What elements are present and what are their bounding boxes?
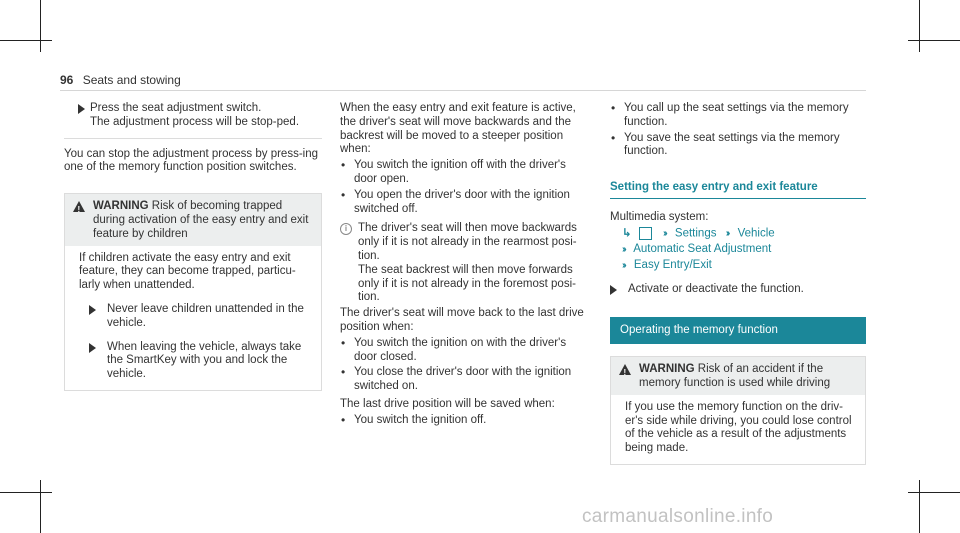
info-note xyxy=(340,222,590,305)
crop-mark xyxy=(919,480,920,533)
info-icon: i xyxy=(340,223,352,235)
warning-step xyxy=(89,341,313,382)
bullet-text: You open the driver's door with the ignition switched off. xyxy=(354,188,570,215)
step-text: Activate or deactivate the function. xyxy=(628,282,804,295)
step-text: Press the seat adjustment switch. xyxy=(90,102,262,114)
menu-path-settings[interactable]: Settings xyxy=(674,227,717,240)
warning-title: Risk of becoming trapped during activation of the easy entry and exit feature by children xyxy=(93,200,309,240)
double-chevron-icon: ›› xyxy=(622,259,625,271)
section-heading xyxy=(610,181,866,199)
step-result: The adjustment process will be stop-ped. xyxy=(90,115,300,128)
bullet-item xyxy=(340,337,590,365)
menu-path xyxy=(610,259,866,273)
home-icon xyxy=(639,227,652,240)
column-3 xyxy=(610,102,866,465)
bullet-text: You switch the ignition off with the driver's door open. xyxy=(354,159,566,185)
page-header xyxy=(60,73,181,87)
bullet-item xyxy=(610,132,866,160)
bullet-icon: • xyxy=(341,365,346,380)
bullet-text: You switch the ignition off. xyxy=(354,413,487,426)
column-1 xyxy=(64,102,322,391)
multimedia-label: Multimedia system: xyxy=(610,210,709,223)
warning-body xyxy=(65,246,321,390)
play-arrow-icon xyxy=(89,305,96,315)
warning-text: If you use the memory function on the driv-er's side while driving, you could lose control of the vehicle as a result of the adjustments being made. xyxy=(625,400,852,455)
menu-path-automatic-seat-adjustment[interactable]: Automatic Seat Adjustment xyxy=(633,243,772,256)
paragraph: When the easy entry and exit feature is active, the driver's seat will move backwards and the backrest will be moved to a steeper position when: xyxy=(340,102,576,156)
bullet-icon: • xyxy=(341,158,346,173)
double-chevron-icon: ›› xyxy=(663,228,666,240)
paragraph: The driver's seat will move back to the last drive position when: xyxy=(340,307,584,333)
section-bar: Operating the memory function xyxy=(610,317,866,345)
warning-title: Risk of an accident if the memory function is used while driving xyxy=(639,363,831,390)
instruction-step xyxy=(64,102,322,130)
play-arrow-icon xyxy=(78,104,85,114)
crop-mark xyxy=(0,492,52,493)
bullet-icon: • xyxy=(611,130,616,145)
warning-triangle-icon xyxy=(619,364,631,375)
bullet-text: You call up the seat settings via the memory function. xyxy=(624,102,849,128)
header-divider xyxy=(60,90,866,91)
bullet-text: You save the seat settings via the memory function. xyxy=(624,131,840,158)
instruction-step xyxy=(610,283,866,297)
bullet-icon: • xyxy=(341,412,346,427)
section-name: Seats and stowing xyxy=(82,73,181,87)
bullet-text: You switch the ignition on with the driver's door closed. xyxy=(354,336,567,363)
bullet-item xyxy=(340,159,590,187)
page-number: 96 xyxy=(60,73,74,87)
bullet-icon: • xyxy=(341,187,346,202)
step-text: When leaving the vehicle, always take the SmartKey with you and lock the vehicle. xyxy=(107,340,302,381)
crop-mark xyxy=(919,0,920,52)
warning-label: WARNING xyxy=(93,200,149,213)
warning-box xyxy=(610,356,866,465)
play-arrow-icon xyxy=(610,285,617,295)
warning-step xyxy=(89,303,313,331)
play-arrow-icon xyxy=(89,343,96,353)
bullet-icon: • xyxy=(611,101,616,115)
column-2 xyxy=(340,102,590,428)
crop-mark xyxy=(908,40,960,41)
menu-path xyxy=(610,243,866,257)
step-text: Never leave children unattended in the vehicle. xyxy=(107,302,304,329)
bullet-item xyxy=(340,414,590,428)
warning-header xyxy=(65,194,321,245)
bullet-text: You close the driver's door with the ignition switched on. xyxy=(354,366,572,393)
crop-mark xyxy=(40,0,41,52)
step-box-divider xyxy=(64,138,322,139)
bullet-item xyxy=(340,189,590,217)
menu-path xyxy=(610,227,866,241)
section-title: Setting the easy entry and exit feature xyxy=(610,181,818,194)
bullet-item xyxy=(610,102,866,130)
paragraph: You can stop the adjustment process by press-ing one of the memory function position switches. xyxy=(64,147,318,174)
warning-header xyxy=(611,357,865,395)
menu-path-easy-entry-exit[interactable]: Easy Entry/Exit xyxy=(633,258,712,271)
warning-triangle-icon xyxy=(73,201,85,212)
crop-mark xyxy=(908,492,960,493)
warning-text: If children activate the easy entry and exit feature, they can become trapped, particu-larly when unattended. xyxy=(79,251,296,292)
warning-box xyxy=(64,193,322,391)
paragraph: The last drive position will be saved when: xyxy=(340,397,555,410)
crop-mark xyxy=(40,480,41,533)
double-chevron-icon: ›› xyxy=(622,244,625,256)
warning-body xyxy=(611,395,865,464)
return-hook-icon: ↳ xyxy=(622,227,632,240)
note-text: The driver's seat will then move backwards only if it is not already in the rearmost posi-tion. xyxy=(358,222,577,262)
warning-label: WARNING xyxy=(639,363,695,376)
note-text: The seat backrest will then move forwards only if it is not already in the foremost posi-tion. xyxy=(358,263,576,304)
double-chevron-icon: ›› xyxy=(725,228,729,240)
section-underline xyxy=(610,198,866,199)
bullet-icon: • xyxy=(341,335,346,350)
bullet-item xyxy=(340,366,590,394)
watermark: carmanualsonline.info xyxy=(582,506,774,527)
menu-path-vehicle[interactable]: Vehicle xyxy=(737,227,775,240)
crop-mark xyxy=(0,40,52,41)
